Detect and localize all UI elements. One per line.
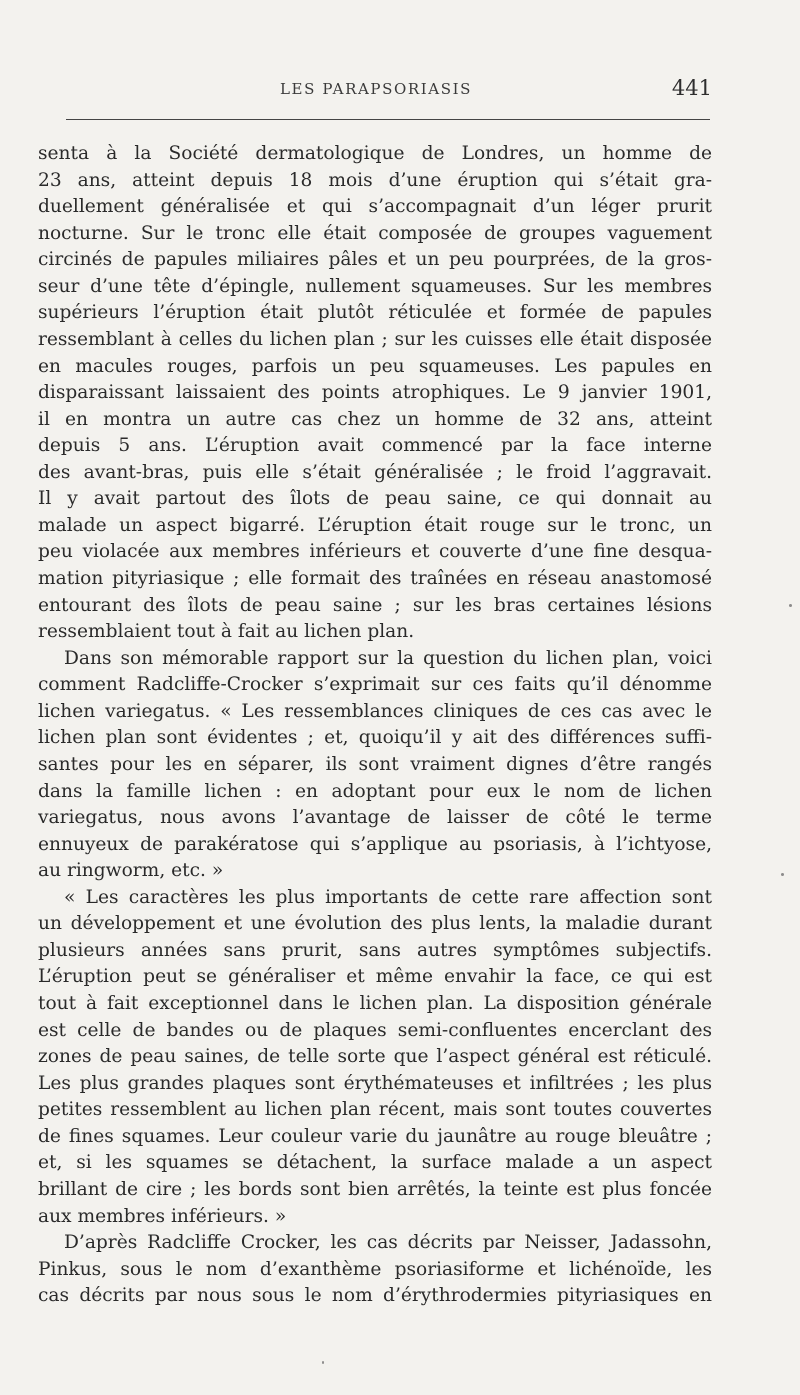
text-line: mation pityriasique ; elle formait des traînées en réseau anastomosé [38, 568, 712, 589]
paper-speck [781, 873, 784, 876]
body-text [38, 141, 712, 1310]
text-line: tout à fait exceptionnel dans le lichen plan. La disposition générale [38, 993, 712, 1014]
text-line: cas décrits par nous sous le nom d’érythrodermies pityriasiques en [38, 1285, 712, 1307]
text-line: de fines squames. Leur couleur varie du jaunâtre au rouge bleuâtre ; [38, 1125, 712, 1147]
text-line: lichen plan sont évidentes ; et, quoiqu’il y ait des différences suffi- [38, 727, 712, 749]
text-line: des avant-bras, puis elle s’était généralisée ; le froid l’aggravait. [38, 461, 712, 483]
page-number: 441 [671, 76, 712, 100]
text-line: santes pour les en séparer, ils sont vraiment dignes d’être rangés [38, 753, 712, 775]
text-line: ressemblant à celles du lichen plan ; sur les cuisses elle était disposée [38, 328, 712, 350]
running-head [40, 78, 712, 102]
text-line: 23 ans, atteint depuis 18 mois d’une éruption qui s’était gra- [38, 169, 712, 191]
text-line: malade un aspect bigarré. L’éruption était rouge sur le tronc, un [38, 514, 712, 536]
text-line: dans la famille lichen : en adoptant pour eux le nom de lichen [38, 780, 712, 802]
text-line: brillant de cire ; les bords sont bien arrêtés, la teinte est plus foncée [38, 1178, 712, 1200]
text-line: duellement généralisée et qui s’accompagnait d’un léger prurit [38, 196, 712, 218]
text-line: L’éruption peut se généraliser et même envahir la face, ce qui est [38, 966, 712, 988]
text-line: D’après Radcliffe Crocker, les cas décrits par Neisser, Jadassohn, [64, 1232, 712, 1254]
text-line: entourant des îlots de peau saine ; sur les bras certaines lésions [38, 594, 712, 616]
text-line: peu violacée aux membres inférieurs et couverte d’une fine desqua- [38, 541, 712, 563]
text-line: seur d’une tête d’épingle, nullement squameuses. Sur les membres [38, 275, 712, 297]
text-line: Pinkus, sous le nom d’exanthème psoriasiforme et lichénoïde, les [38, 1258, 712, 1280]
text-line: « Les caractères les plus importants de cette rare affection sont [64, 886, 712, 908]
text-line: aux membres inférieurs. » [38, 1205, 287, 1227]
text-line: il en montra un autre cas chez un homme de 32 ans, atteint [38, 408, 712, 430]
text-line: plusieurs années sans prurit, sans autres symptômes subjectifs. [38, 939, 712, 961]
text-line: variegatus, nous avons l’avantage de laisser de côté le terme [38, 807, 712, 829]
text-line: en macules rouges, parfois un peu squameuses. Les papules en [38, 355, 712, 377]
text-line: Il y avait partout des îlots de peau saine, ce qui donnait au [38, 488, 712, 510]
text-line: ennuyeux de parakératose qui s’applique au psoriasis, à l’ichtyose, [38, 833, 712, 855]
text-line: senta à la Société dermatologique de Londres, un homme de [38, 143, 712, 164]
text-line: est celle de bandes ou de plaques semi-confluentes encerclant des [38, 1019, 712, 1041]
paper-speck [789, 604, 792, 607]
text-line: petites ressemblent au lichen plan récent, mais sont toutes couvertes [38, 1099, 712, 1121]
text-line: un développement et une évolution des plus lents, la maladie durant [38, 913, 712, 935]
text-line: lichen variegatus. « Les ressemblances cliniques de ces cas avec le [38, 700, 712, 722]
paper-speck [322, 1361, 324, 1364]
text-line: nocturne. Sur le tronc elle était composée de groupes vaguement [38, 222, 712, 244]
text-line: et, si les squames se détachent, la surface malade a un aspect [38, 1152, 712, 1174]
text-line: circinés de papules miliaires pâles et un peu pourprées, de la gros- [38, 249, 712, 271]
text-line: Les plus grandes plaques sont érythémateuses et infiltrées ; les plus [38, 1072, 712, 1094]
header-rule [66, 119, 710, 120]
text-line: supérieurs l’éruption était plutôt réticulée et formée de papules [38, 302, 712, 324]
text-line: Dans son mémorable rapport sur la question du lichen plan, voici [64, 647, 712, 669]
text-line: au ringworm, etc. » [38, 860, 224, 882]
text-line: comment Radcliffe-Crocker s’exprimait sur ces faits qu’il dénomme [38, 674, 712, 696]
text-line: depuis 5 ans. L’éruption avait commencé par la face interne [38, 435, 712, 457]
running-title: LES PARAPSORIASIS [279, 80, 473, 98]
text-line: zones de peau saines, de telle sorte que l’aspect général est réticulé. [38, 1046, 712, 1068]
text-line: disparaissant laissaient des points atrophiques. Le 9 janvier 1901, [38, 382, 712, 404]
text-line: ressemblaient tout à fait au lichen plan. [38, 621, 415, 643]
